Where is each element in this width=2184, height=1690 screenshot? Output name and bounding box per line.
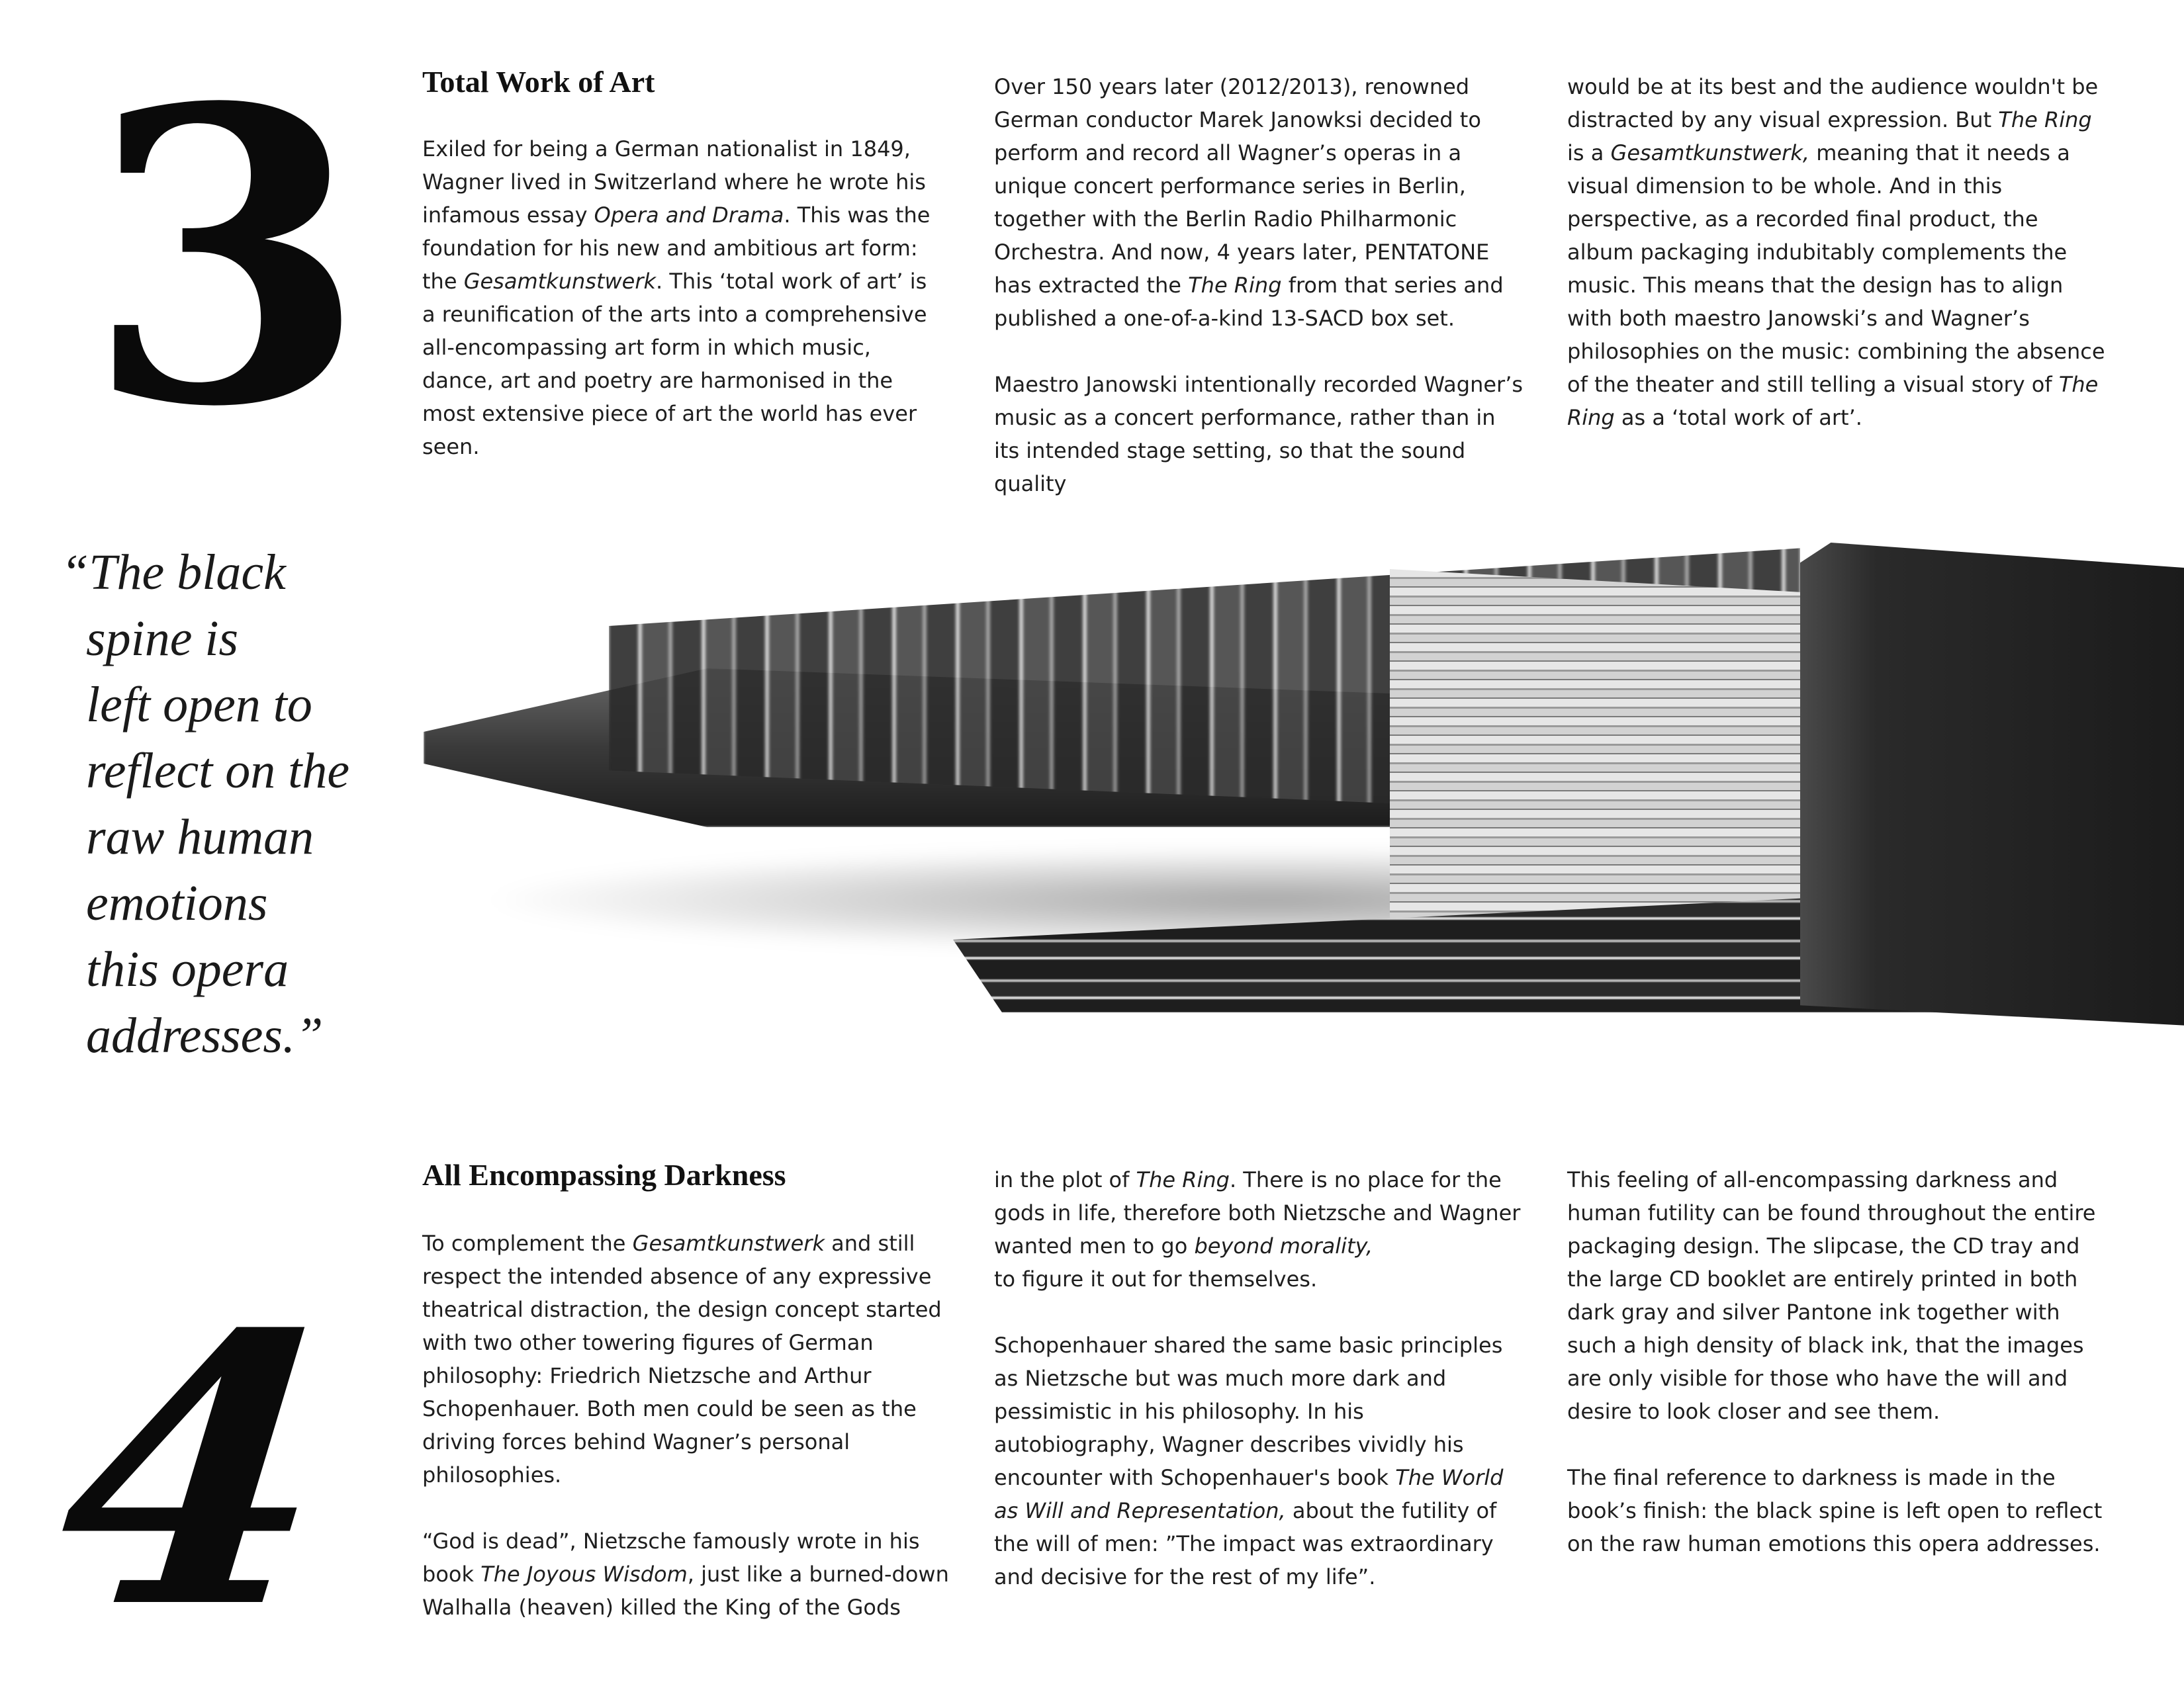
pull-quote-line: raw human (86, 809, 314, 865)
section1-column-1: Exiled for being a German nationalist in 1849, Wagner lived in Switzerland where he wrote his infamous essay Opera and Drama. This was the foundation for his new and ambitious art form: the Gesamtkunstwerk. This ‘total work of art’ is a reunification of the arts into a comprehensive all-encompassing art form in which music, dance, art and poetry are harmonised in the most extensive piece of art the world has ever seen. (422, 136, 931, 459)
section2-column-2: in the plot of The Ring. There is no place for the gods in life, therefore both Nietzsche and Wagner wanted men to go beyond morality, to figure it out for themselves. Schopenhauer shared the same basic principles as Nietzsche but was much more dark and pessimistic in his philosophy. In his autobiography, Wagner describes vividly his encounter with Schopenhauer's book The World as Will and Representation, about the futility of the will of men: ”The impact was extraordinary and decisive for the rest of my life”. (994, 1167, 1521, 1589)
section-heading-all-encompassing-darkness: All Encompassing Darkness (422, 1158, 786, 1192)
pull-quote-line: spine is (86, 611, 239, 666)
pull-quote-line: left open to (86, 677, 312, 733)
pull-quote-line: addresses.” (86, 1008, 324, 1063)
pull-quote (61, 539, 405, 1069)
section2-column-1: To complement the Gesamtkunstwerk and still respect the intended absence of any expressive theatrical distraction, the design concept started with two other towering figures of German philosophy: Friedrich Nietzsche and Arthur Schopenhauer. Both men could be seen as the driving forces behind Wagner’s personal philosophies. “God is dead”, Nietzsche famously wrote in his book The Joyous Wisdom, just like a burned-down Walhalla (heaven) killed the King of the Gods (422, 1231, 949, 1620)
pull-quote-line: “The black (61, 545, 286, 600)
photo-slipcase (1800, 543, 2184, 1045)
photo-page-block (1390, 569, 1807, 959)
section-number-4: 4 (43, 1255, 347, 1690)
section2-column-3: This feeling of all-encompassing darkness and human futility can be found throughout the entire packaging design. The slipcase, the CD tray and the large CD booklet are entirely printed in both dark gray and silver Pantone ink together with such a high density of black ink, that the images are only visible for those who have the will and desire to look closer and see them. The final reference to darkness is made in the book’s finish: the black spine is left open to reflect on the raw human emotions this opera addresses. (1567, 1167, 2103, 1556)
section1-column-3: would be at its best and the audience wouldn't be distracted by any visual expression. But The Ring is a Gesamtkunstwerk, meaning that it needs a visual dimension to be whole. And in this perspective, as a recorded final product, the album packaging indubitably complements the music. This means that the design has to align with both maestro Janowski’s and Wagner’s philosophies on the music: combining the absence of the theater and still telling a visual story of The Ring as a ‘total work of art’. (1567, 74, 2105, 430)
section-heading-total-work-of-art: Total Work of Art (422, 65, 655, 99)
pull-quote-line: this opera (86, 942, 289, 997)
section-number-3: 3 (86, 21, 361, 495)
pull-quote-line: emotions (86, 875, 268, 931)
section1-column-2: Over 150 years later (2012/2013), renowned German conductor Marek Janowksi decided to perform and record all Wagner’s operas in a unique concert performance series in Berlin, together with the Berlin Radio Philharmonic Orchestra. And now, 4 years later, PENTATONE has extracted the The Ring from that series and published a one-of-a-kind 13-SACD box set. Maestro Janowski intentionally recorded Wagner’s music as a concert performance, rather than in its intended stage setting, so that the sound quality (994, 74, 1524, 496)
pull-quote-line: reflect on the (86, 743, 350, 799)
box-set-photo (410, 529, 2184, 1098)
